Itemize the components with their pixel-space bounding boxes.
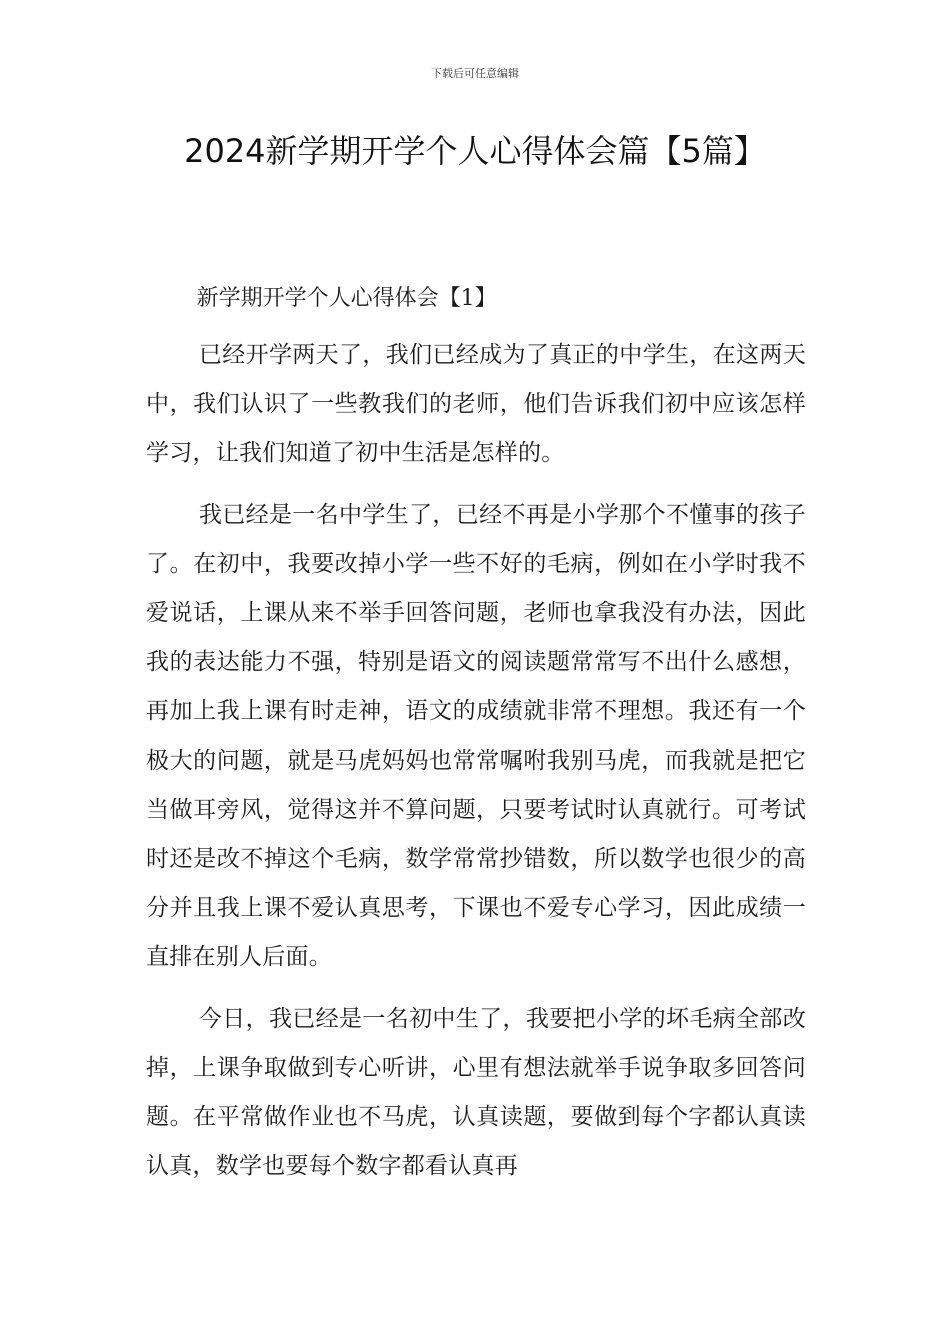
document-title: 2024新学期开学个人心得体会篇【5篇】 — [184, 132, 766, 170]
page-header-note: 下载后可任意编辑 — [431, 67, 519, 80]
paragraph-2: 我已经是一名中学生了，已经不再是小学那个不懂事的孩子了。在初中，我要改掉小学一些不好的毛病，例如在小学时我不爱说话，上课从来不举手回答问题，老师也拿我没有办法，因此我的表达能力不强，特别是语文的阅读题常常写不出什么感想，再加上我上课有时走神，语文的成绩就非常不理想。我还有一个极大的问题，就是马虎妈妈也常常嘱咐我别马虎，而我就是把它当做耳旁风，觉得这并不算问题，只要考试时认真就行。可考试时还是改不掉这个毛病，数学常常抄错数，所以数学也很少的高分并且我上课不爱认真思考，下课也不爱专心学习，因此成绩一直排在别人后面。 — [146, 501, 806, 971]
paragraph-1: 已经开学两天了，我们已经成为了真正的中学生，在这两天中，我们认识了一些教我们的老师，他们告诉我们初中应该怎样学习，让我们知道了初中生活是怎样的。 — [146, 342, 806, 467]
document-body — [146, 280, 806, 1191]
paragraph-3: 今日，我已经是一名初中生了，我要把小学的坏毛病全部改掉，上课争取做到专心听讲，心里有想法就举手说争取多回答问题。在平常做作业也不马虎，认真读题，要做到每个字都认真读认真，数学也要每个数字都看认真再 — [146, 1005, 806, 1180]
section-heading: 新学期开学个人心得体会【1】 — [196, 286, 497, 311]
